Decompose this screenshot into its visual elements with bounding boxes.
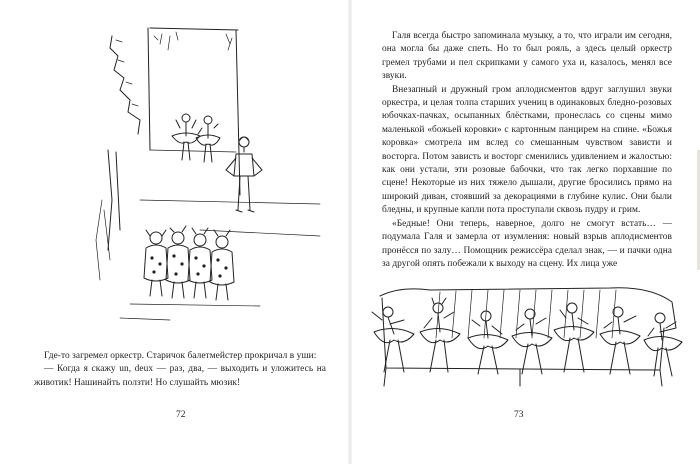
- dancers-on-sofa-illustration: [360, 268, 690, 398]
- right-page-text: [382, 30, 672, 271]
- backstage-illustration: [0, 0, 350, 340]
- paragraph: — Когда я скажу un, deux — раз, два, — выходить и уложитесь на животик! Нашинайть ползти! Но слушайть мюзик!: [34, 364, 326, 388]
- page-number: 72: [176, 410, 186, 420]
- left-page-text: [34, 350, 326, 390]
- paragraph: Внезапный и дружный гром аплодисментов вдруг заглушил звуки оркестра, и целая толпа старших учениц в одинаковых бледно-розовых юбочках-пачках, осыпанных блёстками, пронеслась со сцены мимо маленькой «божьей коровки» с картонным панцирем на спине. «Божья коровка» смотрела им вслед со смешанным чувством зависти и восторга. Потом зависть и восторг сменились удивлением и жалостью: как они устали, эти розовые бабочки, что так легко порхавшие по сцене! Некоторые из них тяжело дышали, другие бросились прямо на широкий диван, стоявший за декорациями в глубине кулис. Они были бледны, и крупные капли пота проступали сквозь пудру и грим.: [382, 84, 672, 216]
- paragraph: Где-то загремел оркестр. Старичок балетмейстер прокричал в уши:: [44, 351, 317, 361]
- paragraph: «Бедные! Они теперь, наверное, долго не смогут встать… — подумала Галя и замерла от изумления: новый взрыв аплодисментов пронёсся по залу… Помощник режиссёра сделал знак, — и пачки одна за другой опять побежали к выходу на сцену. Их лица уже: [382, 218, 672, 269]
- paragraph: Галя всегда быстро запоминала музыку, а то, что играли им сегодня, она могла бы даже спеть. Но то был рояль, а здесь целый оркестр гремел трубами и пел скрипками у самого уха и, казалось, менял все звуки.: [382, 31, 672, 82]
- page-number: 73: [514, 410, 524, 420]
